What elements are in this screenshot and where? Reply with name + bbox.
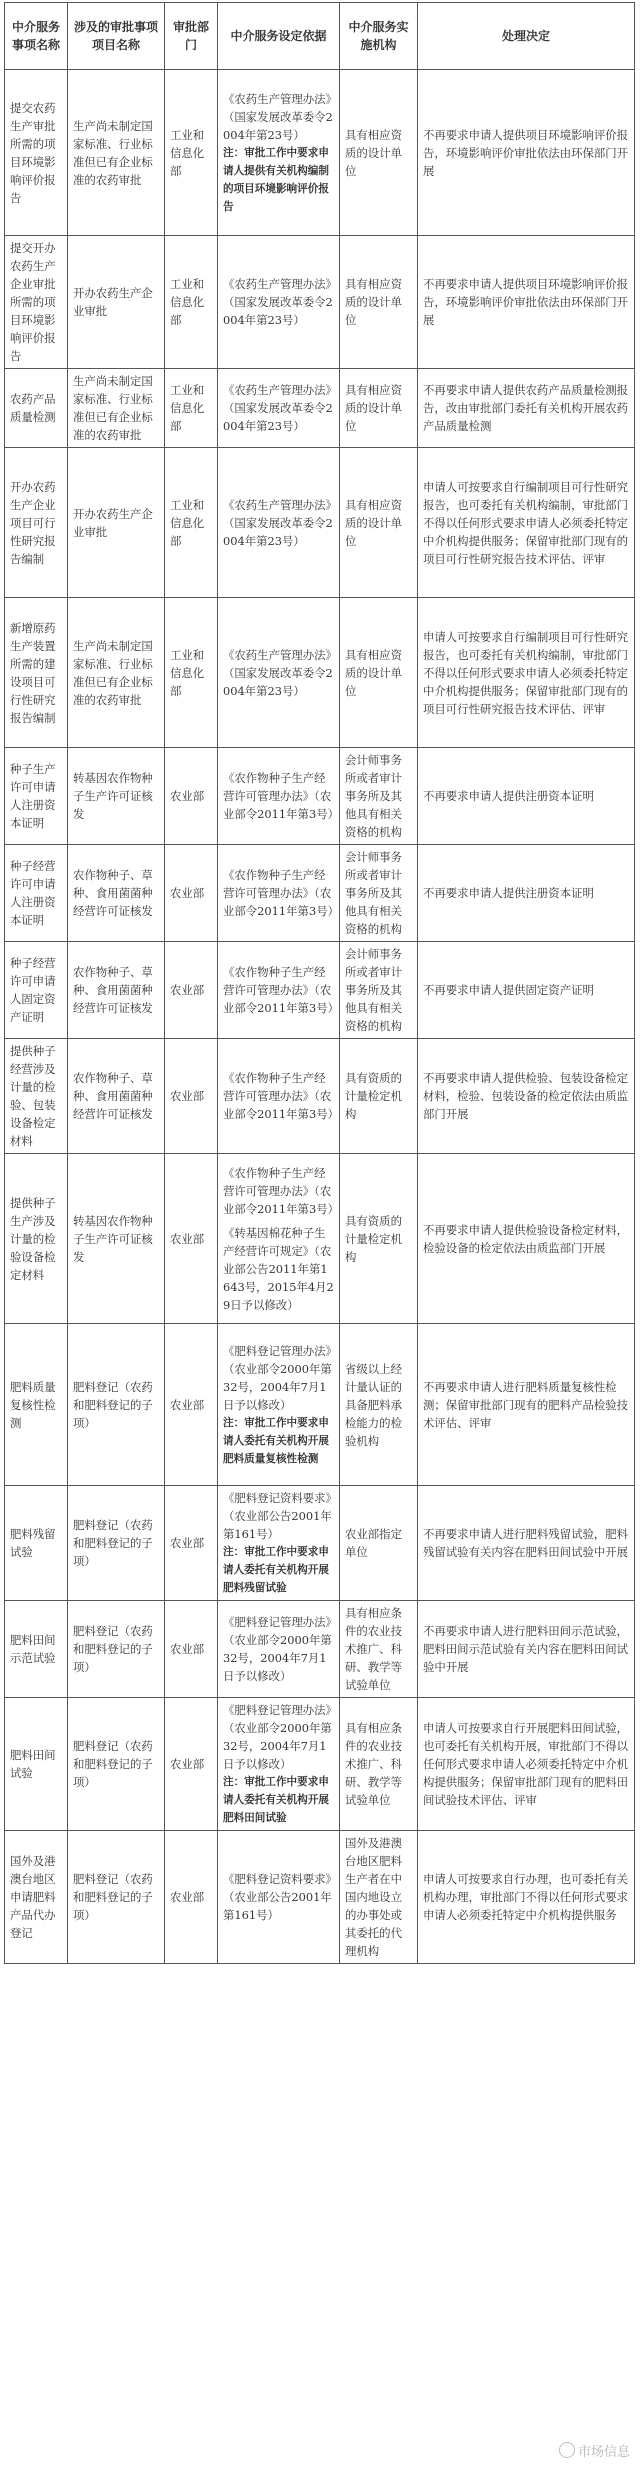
basis-text: 《农药生产管理办法》（国家发展改革委令2004年第23号） xyxy=(223,277,333,327)
approval-dept-cell: 工业和信息化部 xyxy=(165,448,218,598)
approval-dept-cell: 农业部 xyxy=(165,1039,218,1154)
approval-dept-cell: 农业部 xyxy=(165,1154,218,1324)
service-name-cell: 提供种子生产涉及计量的检验设备检定材料 xyxy=(5,1154,68,1324)
agency-cell: 具有相应资质的设计单位 xyxy=(340,369,418,448)
service-name-cell: 种子经营许可申请人固定资产证明 xyxy=(5,942,68,1039)
table-row xyxy=(5,748,635,845)
approval-item-cell: 生产尚未制定国家标准、行业标准但已有企业标准的农药审批 xyxy=(68,70,165,236)
basis-cell xyxy=(218,1154,340,1324)
approval-item-cell: 肥料登记（农药和肥料登记的子项） xyxy=(68,1601,165,1698)
basis-note: 注：审批工作中要求申请人提供有关机构编制的项目环境影响评价报告 xyxy=(223,146,329,213)
approval-item-cell: 肥料登记（农药和肥料登记的子项） xyxy=(68,1831,165,1964)
table-row xyxy=(5,1486,635,1601)
basis-text: 《农药生产管理办法》（国家发展改革委令2004年第23号） xyxy=(223,647,333,698)
table-row xyxy=(5,845,635,942)
basis-cell xyxy=(218,748,340,845)
decision-cell: 不再要求申请人提供固定资产证明 xyxy=(418,942,635,1039)
agency-cell: 具有相应资质的设计单位 xyxy=(340,236,418,369)
basis-cell xyxy=(218,845,340,942)
service-name-cell: 肥料田间试验 xyxy=(5,1698,68,1831)
approval-dept-cell: 工业和信息化部 xyxy=(165,598,218,748)
table-row xyxy=(5,1698,635,1831)
header-agency: 中介服务实施机构 xyxy=(340,3,418,70)
decision-cell: 不再要求申请人提供注册资本证明 xyxy=(418,845,635,942)
service-name-cell: 肥料质量复核性检测 xyxy=(5,1324,68,1486)
table-header-row xyxy=(5,3,635,70)
table-row xyxy=(5,1831,635,1964)
table-row xyxy=(5,598,635,748)
service-name-cell: 国外及港澳台地区申请肥料产品代办登记 xyxy=(5,1831,68,1964)
header-basis: 中介服务设定依据 xyxy=(218,3,340,70)
basis-text: 《肥料登记管理办法》（农业部令2000年第32号，2004年7月1日予以修改） xyxy=(223,1615,332,1683)
basis-text: 《农作物种子生产经营许可管理办法》（农业部令2011年第3号） xyxy=(223,868,339,918)
table-row xyxy=(5,1601,635,1698)
agency-cell: 省级以上经计量认证的具备肥料承检能力的检验机构 xyxy=(340,1324,418,1486)
basis-cell xyxy=(218,448,340,598)
approval-item-cell: 转基因农作物种子生产许可证核发 xyxy=(68,1154,165,1324)
agency-cell: 具有资质的计量检定机构 xyxy=(340,1039,418,1154)
decision-cell: 申请人可按要求自行开展肥料田间试验，也可委托有关机构开展，审批部门不得以任何形式要求申请人必须委托特定中介机构提供服务；保留审批部门现有的肥料田间试验技术评估、评审 xyxy=(418,1698,635,1831)
decision-cell: 不再要求申请人提供检验设备检定材料，检验设备的检定依法由质监部门开展 xyxy=(418,1154,635,1324)
approval-dept-cell: 农业部 xyxy=(165,1831,218,1964)
decision-cell: 不再要求申请人进行肥料质量复核性检测；保留审批部门现有的肥料产品检验技术评估、评审 xyxy=(418,1324,635,1486)
service-name-cell: 提交农药生产审批所需的项目环境影响评价报告 xyxy=(5,70,68,236)
basis-cell xyxy=(218,1324,340,1486)
service-name-cell: 新增原药生产装置所需的建设项目可行性研究报告编制 xyxy=(5,598,68,748)
header-service-name: 中介服务事项名称 xyxy=(5,3,68,70)
table-row xyxy=(5,369,635,448)
approval-dept-cell: 工业和信息化部 xyxy=(165,236,218,369)
basis-text: 《转基因棉花种子生产经营许可规定》（农业部公告2011年第1643号，2015年4月29日予以修改） xyxy=(223,1225,334,1312)
agency-cell: 具有相应条件的农业技术推广、科研、教学等试验单位 xyxy=(340,1601,418,1698)
decision-cell: 不再要求申请人提供农药产品质量检测报告，改由审批部门委托有关机构开展农药产品质量检测 xyxy=(418,369,635,448)
approval-dept-cell: 农业部 xyxy=(165,942,218,1039)
header-decision: 处理决定 xyxy=(418,3,635,70)
table-row xyxy=(5,70,635,236)
table-row xyxy=(5,942,635,1039)
basis-note: 注：审批工作中要求申请人委托有关机构开展肥料田间试验 xyxy=(223,1776,329,1824)
agency-cell: 农业部指定单位 xyxy=(340,1486,418,1601)
service-table-wrap xyxy=(4,2,634,1964)
service-name-cell: 开办农药生产企业项目可行性研究报告编制 xyxy=(5,448,68,598)
basis-cell xyxy=(218,1039,340,1154)
basis-cell xyxy=(218,1831,340,1964)
basis-cell xyxy=(218,1486,340,1601)
approval-item-cell: 开办农药生产企业审批 xyxy=(68,448,165,598)
service-name-cell: 农药产品质量检测 xyxy=(5,369,68,448)
approval-dept-cell: 农业部 xyxy=(165,1698,218,1831)
approval-item-cell: 农作物种子、草种、食用菌菌种经营许可证核发 xyxy=(68,942,165,1039)
service-name-cell: 肥料残留试验 xyxy=(5,1486,68,1601)
basis-text: 《农作物种子生产经营许可管理办法》（农业部令2011年第3号） xyxy=(223,1165,339,1216)
basis-cell xyxy=(218,70,340,236)
basis-cell xyxy=(218,236,340,369)
table-row xyxy=(5,1039,635,1154)
agency-cell: 会计师事务所或者审计事务所及其他具有相关资格的机构 xyxy=(340,748,418,845)
approval-item-cell: 农作物种子、草种、食用菌菌种经营许可证核发 xyxy=(68,845,165,942)
header-approval-item: 涉及的审批事项项目名称 xyxy=(68,3,165,70)
wechat-logo-icon xyxy=(559,2442,575,2458)
intermediary-services-table xyxy=(4,2,635,1964)
decision-cell: 申请人可按要求自行编制项目可行性研究报告，也可委托有关机构编制，审批部门不得以任何形式要求申请人必须委托特定中介机构提供服务；保留审批部门现有的项目可行性研究报告技术评估、评审 xyxy=(418,448,635,598)
basis-text: 《农药生产管理办法》（国家发展改革委令2004年第23号） xyxy=(223,91,333,142)
approval-item-cell: 转基因农作物种子生产许可证核发 xyxy=(68,748,165,845)
approval-dept-cell: 工业和信息化部 xyxy=(165,70,218,236)
service-name-cell: 提交开办农药生产企业审批所需的项目环境影响评价报告 xyxy=(5,236,68,369)
decision-cell: 不再要求申请人提供项目环境影响评价报告，环境影响评价审批依法由环保部门开展 xyxy=(418,70,635,236)
approval-item-cell: 肥料登记（农药和肥料登记的子项） xyxy=(68,1486,165,1601)
service-name-cell: 提供种子经营涉及计量的检验、包装设备检定材料 xyxy=(5,1039,68,1154)
agency-cell: 具有相应条件的农业技术推广、科研、教学等试验单位 xyxy=(340,1698,418,1831)
approval-dept-cell: 农业部 xyxy=(165,748,218,845)
agency-cell: 会计师事务所或者审计事务所及其他具有相关资格的机构 xyxy=(340,845,418,942)
approval-dept-cell: 农业部 xyxy=(165,845,218,942)
basis-text: 《肥料登记管理办法》（农业部令2000年第32号，2004年7月1日予以修改） xyxy=(223,1343,332,1412)
approval-item-cell: 肥料登记（农药和肥料登记的子项） xyxy=(68,1324,165,1486)
basis-text: 《肥料登记管理办法》（农业部令2000年第32号，2004年7月1日予以修改） xyxy=(223,1703,332,1771)
approval-item-cell: 开办农药生产企业审批 xyxy=(68,236,165,369)
approval-item-cell: 肥料登记（农药和肥料登记的子项） xyxy=(68,1698,165,1831)
table-row xyxy=(5,236,635,369)
agency-cell: 具有资质的计量检定机构 xyxy=(340,1154,418,1324)
approval-dept-cell: 农业部 xyxy=(165,1486,218,1601)
basis-cell xyxy=(218,598,340,748)
approval-item-cell: 生产尚未制定国家标准、行业标准但已有企业标准的农药审批 xyxy=(68,369,165,448)
agency-cell: 国外及港澳台地区肥料生产者在中国内地设立的办事处或其委托的代理机构 xyxy=(340,1831,418,1964)
basis-text: 《农药生产管理办法》（国家发展改革委令2004年第23号） xyxy=(223,383,333,433)
table-row xyxy=(5,448,635,598)
approval-dept-cell: 农业部 xyxy=(165,1601,218,1698)
basis-text: 《农作物种子生产经营许可管理办法》（农业部令2011年第3号） xyxy=(223,965,339,1015)
basis-text: 《肥料登记资料要求》（农业部公告2001年第161号） xyxy=(223,1491,332,1541)
decision-cell: 不再要求申请人进行肥料残留试验，肥料残留试验有关内容在肥料田间试验中开展 xyxy=(418,1486,635,1601)
agency-cell: 会计师事务所或者审计事务所及其他具有相关资格的机构 xyxy=(340,942,418,1039)
basis-text: 《农药生产管理办法》（国家发展改革委令2004年第23号） xyxy=(223,497,333,548)
watermark-text: 市场信息 xyxy=(577,2445,630,2460)
basis-cell xyxy=(218,1698,340,1831)
table-row xyxy=(5,1324,635,1486)
basis-note: 注：审批工作中要求申请人委托有关机构开展肥料残留试验 xyxy=(223,1546,329,1594)
header-approval-dept: 审批部门 xyxy=(165,3,218,70)
basis-text: 《农作物种子生产经营许可管理办法》（农业部令2011年第3号） xyxy=(223,771,339,821)
decision-cell: 申请人可按要求自行编制项目可行性研究报告，也可委托有关机构编制，审批部门不得以任何形式要求申请人必须委托特定中介机构提供服务；保留审批部门现有的项目可行性研究报告技术评估、评审 xyxy=(418,598,635,748)
watermark xyxy=(559,2441,630,2460)
agency-cell: 具有相应资质的设计单位 xyxy=(340,598,418,748)
service-name-cell: 种子生产许可申请人注册资本证明 xyxy=(5,748,68,845)
basis-text: 《农作物种子生产经营许可管理办法》（农业部令2011年第3号） xyxy=(223,1071,339,1121)
agency-cell: 具有相应资质的设计单位 xyxy=(340,448,418,598)
approval-item-cell: 农作物种子、草种、食用菌菌种经营许可证核发 xyxy=(68,1039,165,1154)
approval-item-cell: 生产尚未制定国家标准、行业标准但已有企业标准的农药审批 xyxy=(68,598,165,748)
decision-cell: 不再要求申请人进行肥料田间示范试验，肥料田间示范试验有关内容在肥料田间试验中开展 xyxy=(418,1601,635,1698)
approval-dept-cell: 农业部 xyxy=(165,1324,218,1486)
decision-cell: 不再要求申请人提供注册资本证明 xyxy=(418,748,635,845)
basis-cell xyxy=(218,1601,340,1698)
table-row xyxy=(5,1154,635,1324)
basis-cell xyxy=(218,369,340,448)
decision-cell: 不再要求申请人提供项目环境影响评价报告，环境影响评价审批依法由环保部门开展 xyxy=(418,236,635,369)
basis-cell xyxy=(218,942,340,1039)
service-name-cell: 肥料田间示范试验 xyxy=(5,1601,68,1698)
service-name-cell: 种子经营许可申请人注册资本证明 xyxy=(5,845,68,942)
agency-cell: 具有相应资质的设计单位 xyxy=(340,70,418,236)
basis-note: 注：审批工作中要求申请人委托有关机构开展肥料质量复核性检测 xyxy=(223,1416,329,1465)
approval-dept-cell: 工业和信息化部 xyxy=(165,369,218,448)
decision-cell: 不再要求申请人提供检验、包装设备检定材料，检验、包装设备的检定依法由质监部门开展 xyxy=(418,1039,635,1154)
decision-cell: 申请人可按要求自行办理，也可委托有关机构办理，审批部门不得以任何形式要求申请人必须委托特定中介机构提供服务 xyxy=(418,1831,635,1964)
basis-text: 《肥料登记资料要求》（农业部公告2001年第161号） xyxy=(223,1872,332,1922)
